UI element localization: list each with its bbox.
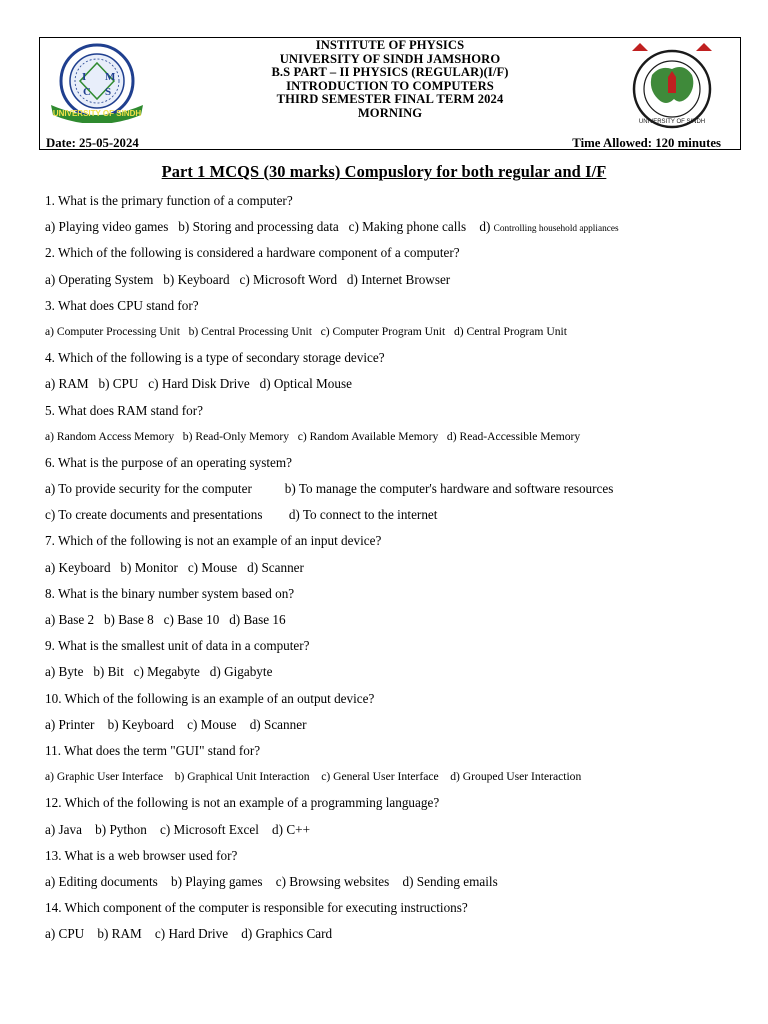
exam-shift: MORNING bbox=[357, 105, 423, 120]
question-text: 7. Which of the following is not an example of an input device? bbox=[45, 533, 382, 549]
program-name: B.S PART – II PHYSICS (REGULAR)(I/F) bbox=[271, 65, 509, 80]
svg-text:C: C bbox=[83, 86, 91, 98]
answer-options bbox=[45, 480, 748, 506]
question-text: 3. What does CPU stand for? bbox=[45, 297, 199, 313]
question-text: 13. What is a web browser used for? bbox=[45, 847, 238, 863]
time-allowed: Time Allowed: 120 minutes bbox=[572, 136, 721, 150]
question-text: 11. What does the term "GUI" stand for? bbox=[45, 742, 261, 758]
answer-options bbox=[45, 925, 748, 951]
answer-options bbox=[45, 375, 748, 401]
svg-text:UNIVERSITY OF SINDH: UNIVERSITY OF SINDH bbox=[638, 119, 706, 125]
answer-options bbox=[45, 821, 748, 847]
answer-options bbox=[45, 271, 748, 297]
svg-text:I: I bbox=[82, 71, 87, 83]
university-name: UNIVERSITY OF SINDH JAMSHORO bbox=[279, 51, 501, 66]
answer-options bbox=[45, 768, 748, 794]
answer-options bbox=[45, 663, 748, 689]
answer-options bbox=[45, 428, 748, 454]
question-text: 10. Which of the following is an example of an output device? bbox=[45, 690, 375, 706]
exam-date: Date: 25-05-2024 bbox=[46, 136, 139, 150]
answer-options-text: a) Base 2 b) Base 8 c) Base 10 d) Base 16 bbox=[45, 612, 286, 627]
university-of-sindh-seal bbox=[622, 41, 722, 129]
answer-options-text: a) To provide security for the computer b) To manage the computer's hardware and software resources bbox=[45, 481, 614, 497]
question-text: 6. What is the purpose of an operating system? bbox=[45, 454, 292, 470]
svg-text:M: M bbox=[105, 71, 116, 83]
exam-term: THIRD SEMESTER FINAL TERM 2024 bbox=[276, 92, 504, 107]
question-text: 12. Which of the following is not an example of a programming language? bbox=[45, 795, 440, 811]
answer-options bbox=[45, 218, 748, 244]
answer-options-text: a) CPU b) RAM c) Hard Drive d) Graphics Card bbox=[45, 926, 333, 942]
question-text: 4. Which of the following is a type of secondary storage device? bbox=[45, 350, 385, 366]
question-text: 8. What is the binary number system based on? bbox=[45, 585, 295, 601]
institute-name: INSTITUTE OF PHYSICS bbox=[315, 38, 465, 52]
answer-options-text: a) Editing documents b) Playing games c) Browsing websites d) Sending emails bbox=[45, 873, 498, 889]
question-text: 14. Which component of the computer is responsible for executing instructions? bbox=[45, 900, 468, 916]
questions-list bbox=[45, 192, 748, 951]
answer-options: c) To create documents and presentations d) To connect to the internet bbox=[45, 507, 438, 523]
exam-header bbox=[39, 37, 741, 150]
answer-options bbox=[45, 323, 748, 349]
answer-options bbox=[45, 716, 748, 742]
question-text: 9. What is the smallest unit of data in a computer? bbox=[45, 638, 310, 654]
course-name: INTRODUCTION TO COMPUTERS bbox=[286, 78, 494, 93]
part-title: Part 1 MCQS (30 marks) Compuslory for both regular and I/F bbox=[161, 162, 607, 181]
question-text: 1. What is the primary function of a computer? bbox=[45, 193, 293, 208]
answer-options-text: a) RAM b) CPU c) Hard Disk Drive d) Optical Mouse bbox=[45, 376, 352, 392]
answer-options-text: a) Graphic User Interface b) Graphical Unit Interaction c) General User Interface d) Grouped User Interaction bbox=[45, 770, 582, 784]
answer-options bbox=[45, 611, 748, 637]
answer-options-text: a) Byte b) Bit c) Megabyte d) Gigabyte bbox=[45, 664, 273, 680]
answer-options-text: a) Java b) Python c) Microsoft Excel d) C++ bbox=[45, 821, 311, 837]
answer-options-text: a) Random Access Memory b) Read-Only Memory c) Random Available Memory d) Read-Accessible Memory bbox=[45, 429, 581, 443]
svg-text:S: S bbox=[105, 86, 112, 98]
answer-option-tail: Controlling household appliances bbox=[493, 224, 619, 235]
answer-options bbox=[45, 559, 748, 585]
answer-options-text: a) Keyboard b) Monitor c) Mouse d) Scanner bbox=[45, 559, 304, 575]
question-text: 2. Which of the following is considered a hardware component of a computer? bbox=[45, 245, 460, 261]
answer-options-text: a) Computer Processing Unit b) Central Processing Unit c) Computer Program Unit d) Central Program Unit bbox=[45, 324, 567, 338]
answer-options-text: a) Printer b) Keyboard c) Mouse d) Scanner bbox=[45, 716, 307, 732]
answer-options-text: a) Playing video games b) Storing and processing data c) Making phone calls d) bbox=[45, 219, 494, 235]
answer-options-text: a) Operating System b) Keyboard c) Microsoft Word d) Internet Browser bbox=[45, 271, 451, 287]
svg-text:UNIVERSITY OF SINDH: UNIVERSITY OF SINDH bbox=[52, 109, 142, 118]
question-text: 5. What does RAM stand for? bbox=[45, 402, 203, 418]
answer-options bbox=[45, 873, 748, 899]
